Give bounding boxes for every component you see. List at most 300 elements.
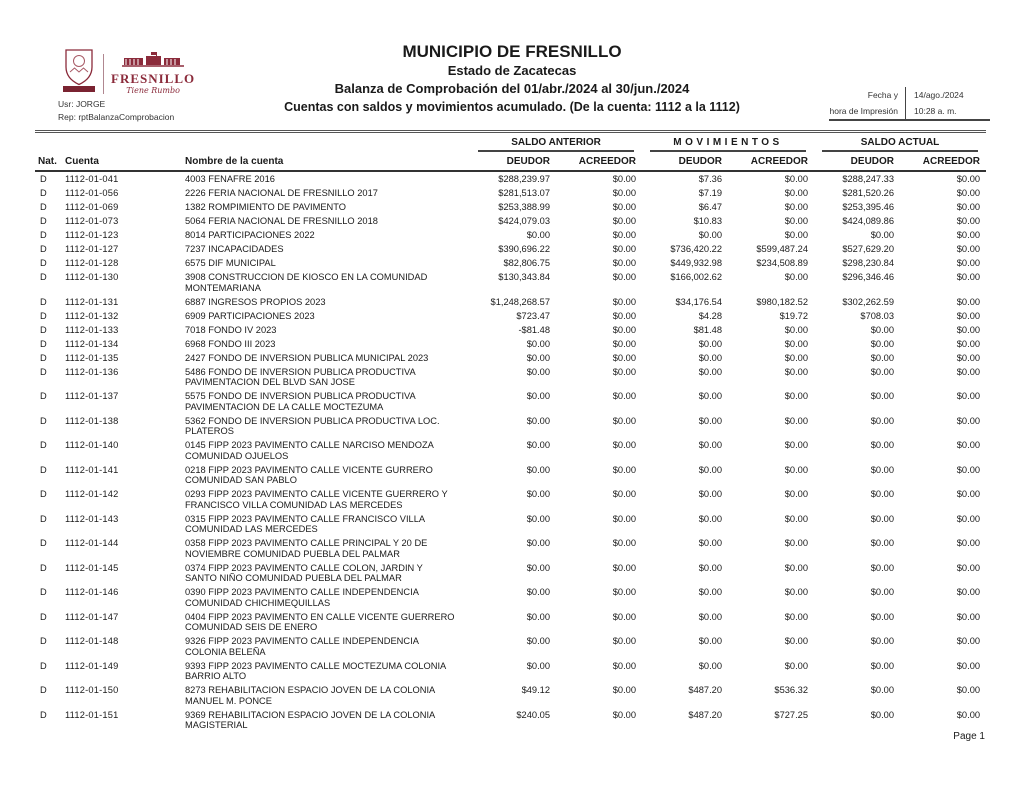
row-amount: $0.00 <box>612 230 637 240</box>
row-amount: $253,395.46 <box>842 202 895 212</box>
row-amount: $0.00 <box>526 587 550 597</box>
row-amount: $0.00 <box>870 391 895 401</box>
row-amount: $0.00 <box>526 611 550 622</box>
row-account-name: 0218 FIPP 2023 PAVIMENTO CALLE VICENTE GURRERO COMUNIDAD SAN PABLO <box>185 464 433 485</box>
row-amount: $0.00 <box>526 440 550 450</box>
row-amount: $0.00 <box>698 464 723 475</box>
row-amount: $0.00 <box>526 415 550 426</box>
row-amount: $980,182.52 <box>756 296 809 307</box>
row-amount: $0.00 <box>784 489 809 499</box>
row-account-number: 1112-01-145 <box>65 562 119 573</box>
row-amount: $0.00 <box>784 538 809 548</box>
row-account-name: 6909 PARTICIPACIONES 2023 <box>185 310 315 321</box>
row-amount: $0.00 <box>612 489 637 499</box>
row-nature: D <box>40 366 47 377</box>
row-amount: $0.00 <box>526 352 550 363</box>
row-amount: $0.00 <box>956 709 981 720</box>
row-amount: $0.00 <box>612 709 637 720</box>
row-nature: D <box>40 188 47 198</box>
row-amount: $0.00 <box>956 216 981 226</box>
row-amount: $0.00 <box>612 188 637 198</box>
row-amount: $0.00 <box>870 415 895 426</box>
row-amount: $0.00 <box>870 489 895 499</box>
row-amount: $19.72 <box>779 310 809 321</box>
table-row <box>35 659 986 684</box>
row-account-name: 5575 FONDO DE INVERSION PUBLICA PRODUCTIVA PAVIMENTACION DE LA CALLE MOCTEZUMA <box>185 391 416 412</box>
row-nature: D <box>40 296 47 307</box>
user-id: Usr: JORGE <box>58 99 106 109</box>
row-amount: $0.00 <box>526 391 550 401</box>
table-row <box>35 708 986 733</box>
table-body <box>35 171 986 732</box>
row-amount: $0.00 <box>870 587 895 597</box>
row-account-name: 6887 INGRESOS PROPIOS 2023 <box>185 296 326 307</box>
row-account-name: 0293 FIPP 2023 PAVIMENTO CALLE VICENTE GUERRERO Y FRANCISCO VILLA COMUNIDAD LAS MERCEDES <box>185 489 448 510</box>
row-account-number: 1112-01-149 <box>65 660 119 671</box>
row-amount: $0.00 <box>784 415 809 426</box>
logo-wordmark: FRESNILLO <box>111 71 196 86</box>
row-nature: D <box>40 338 47 349</box>
row-amount: $0.00 <box>784 230 809 240</box>
row-nature: D <box>40 391 47 401</box>
row-amount: $0.00 <box>526 230 550 240</box>
row-amount: $0.00 <box>870 660 895 671</box>
row-nature: D <box>40 636 47 646</box>
report-meta <box>58 98 174 124</box>
row-account-number: 1112-01-151 <box>65 709 119 720</box>
row-amount: $0.00 <box>956 352 981 363</box>
row-nature: D <box>40 174 47 184</box>
table-row <box>35 186 986 200</box>
row-amount: $0.00 <box>612 415 637 426</box>
row-account-name: 9326 FIPP 2023 PAVIMENTO CALLE INDEPENDENCIA COLONIA BELEÑA <box>185 636 419 657</box>
row-account-number: 1112-01-127 <box>65 244 119 254</box>
row-nature: D <box>40 538 47 548</box>
row-amount: $0.00 <box>956 296 981 307</box>
row-amount: $0.00 <box>870 352 895 363</box>
row-account-name: 0145 FIPP 2023 PAVIMENTO CALLE NARCISO MENDOZA COMUNIDAD OJUELOS <box>185 440 434 461</box>
row-amount: $6.47 <box>698 202 723 212</box>
row-account-name: 0315 FIPP 2023 PAVIMENTO CALLE FRANCISCO VILLA COMUNIDAD LAS MERCEDES <box>185 513 425 534</box>
table-row <box>35 295 986 309</box>
row-amount: $0.00 <box>956 324 981 335</box>
row-amount: $0.00 <box>956 272 981 282</box>
row-amount: $487.20 <box>688 709 723 720</box>
row-amount: -$81.48 <box>518 324 550 335</box>
row-amount: $0.00 <box>612 272 637 282</box>
row-amount: $0.00 <box>784 391 809 401</box>
row-amount: $0.00 <box>956 513 981 524</box>
row-amount: $0.00 <box>612 513 637 524</box>
row-amount: $0.00 <box>784 338 809 349</box>
row-amount: $0.00 <box>698 391 723 401</box>
row-account-name: 6968 FONDO III 2023 <box>185 338 276 349</box>
row-amount: $0.00 <box>956 244 981 254</box>
row-amount: $0.00 <box>698 513 723 524</box>
row-amount: $0.00 <box>956 258 981 268</box>
row-amount: $49.12 <box>521 685 550 695</box>
print-info <box>829 87 990 121</box>
logo-slogan: Tiene Rumbo <box>126 86 180 95</box>
row-nature: D <box>40 310 47 321</box>
row-amount: $0.00 <box>612 611 637 622</box>
row-amount: $0.00 <box>870 440 895 450</box>
row-amount: $0.00 <box>698 587 723 597</box>
row-amount: $0.00 <box>870 324 895 335</box>
row-amount: $0.00 <box>612 244 637 254</box>
table-row <box>35 683 986 708</box>
row-amount: $0.00 <box>870 338 895 349</box>
row-nature: D <box>40 230 47 240</box>
row-account-name: 8014 PARTICIPACIONES 2022 <box>185 230 315 240</box>
row-amount: $0.00 <box>956 685 981 695</box>
row-amount: $0.00 <box>784 464 809 475</box>
row-amount: $0.00 <box>956 174 981 184</box>
col-sa-deudor: DEUDOR <box>470 152 556 171</box>
row-account-number: 1112-01-140 <box>65 440 119 450</box>
row-nature: D <box>40 660 47 671</box>
row-amount: $281,513.07 <box>498 188 550 198</box>
row-account-name: 9369 REHABILITACION ESPACIO JOVEN DE LA COLONIA MAGISTERIAL <box>185 709 435 730</box>
row-amount: $708.03 <box>860 310 895 321</box>
col-act-deudor: DEUDOR <box>814 152 900 171</box>
row-amount: $0.00 <box>956 464 981 475</box>
row-amount: $0.00 <box>526 636 550 646</box>
col-mov-acreedor: ACREEDOR <box>728 152 814 171</box>
table-row <box>35 414 986 439</box>
table-row <box>35 309 986 323</box>
row-account-number: 1112-01-069 <box>65 202 119 212</box>
row-account-name: 1382 ROMPIMIENTO DE PAVIMENTO <box>185 202 347 212</box>
col-nombre: Nombre de la cuenta <box>185 152 470 171</box>
row-amount: $0.00 <box>784 272 809 282</box>
row-amount: $0.00 <box>526 489 550 499</box>
row-amount: $7.36 <box>698 174 723 184</box>
row-amount: $296,346.46 <box>842 272 895 282</box>
row-amount: $1,248,268.57 <box>490 296 550 307</box>
row-amount: $0.00 <box>870 685 895 695</box>
row-account-name: 5064 FERIA NACIONAL DE FRESNILLO 2018 <box>185 216 378 226</box>
row-amount: $288,247.33 <box>842 174 895 184</box>
print-date-label: Fecha y <box>867 90 898 100</box>
row-amount: $0.00 <box>698 366 723 377</box>
row-amount: $0.00 <box>612 216 637 226</box>
row-account-name: 0374 FIPP 2023 PAVIMENTO CALLE COLON, JARDIN Y SANTO NIÑO COMUNIDAD PUEBLA DEL PALMAR <box>185 562 423 583</box>
row-amount: $0.00 <box>870 464 895 475</box>
row-account-number: 1112-01-143 <box>65 513 119 524</box>
row-account-number: 1112-01-130 <box>65 272 119 282</box>
table-row <box>35 463 986 488</box>
row-amount: $0.00 <box>870 230 895 240</box>
table-row <box>35 351 986 365</box>
group-saldo-actual: SALDO ACTUAL <box>822 135 978 152</box>
row-account-number: 1112-01-148 <box>65 636 119 646</box>
row-account-number: 1112-01-137 <box>65 391 119 401</box>
row-account-name: 5486 FONDO DE INVERSION PUBLICA PRODUCTIVA PAVIMENTACION DEL BLVD SAN JOSE <box>185 366 416 387</box>
row-amount: $0.00 <box>698 538 723 548</box>
row-account-number: 1112-01-073 <box>65 216 119 226</box>
row-amount: $0.00 <box>526 660 550 671</box>
row-amount: $10.83 <box>693 216 723 226</box>
table-row <box>35 323 986 337</box>
row-amount: $0.00 <box>698 440 723 450</box>
row-amount: $0.00 <box>698 562 723 573</box>
row-nature: D <box>40 611 47 622</box>
row-amount: $0.00 <box>612 685 637 695</box>
crest-icon <box>62 48 96 99</box>
row-amount: $234,508.89 <box>756 258 809 268</box>
row-amount: $0.00 <box>526 538 550 548</box>
row-amount: $0.00 <box>956 636 981 646</box>
row-amount: $0.00 <box>956 489 981 499</box>
report-header <box>180 42 844 114</box>
row-amount: $527,629.20 <box>842 244 895 254</box>
row-amount: $0.00 <box>784 188 809 198</box>
row-amount: $0.00 <box>612 391 637 401</box>
row-amount: $0.00 <box>956 587 981 597</box>
row-amount: $0.00 <box>612 587 637 597</box>
row-account-number: 1112-01-146 <box>65 587 119 597</box>
row-amount: $253,388.99 <box>498 202 550 212</box>
row-amount: $0.00 <box>784 352 809 363</box>
row-nature: D <box>40 202 47 212</box>
table-row <box>35 438 986 463</box>
row-amount: $0.00 <box>612 258 637 268</box>
row-amount: $0.00 <box>698 611 723 622</box>
row-amount: $0.00 <box>612 464 637 475</box>
row-amount: $34,176.54 <box>675 296 723 307</box>
col-mov-deudor: DEUDOR <box>642 152 728 171</box>
row-amount: $723.47 <box>516 310 550 321</box>
row-amount: $0.00 <box>956 391 981 401</box>
col-nat: Nat. <box>35 152 60 171</box>
building-icon <box>120 52 186 71</box>
row-amount: $298,230.84 <box>842 258 895 268</box>
report-scope: Cuentas con saldos y movimientos acumulado. (De la cuenta: 1112 a la 1112) <box>284 100 740 114</box>
print-time: 10:28 a. m. <box>905 103 990 119</box>
group-header-row <box>35 132 986 153</box>
row-amount: $0.00 <box>956 310 981 321</box>
row-account-name: 8273 REHABILITACION ESPACIO JOVEN DE LA COLONIA MANUEL M. PONCE <box>185 685 435 706</box>
row-amount: $0.00 <box>698 230 723 240</box>
row-amount: $4.28 <box>698 310 723 321</box>
row-amount: $0.00 <box>784 202 809 212</box>
row-account-number: 1112-01-056 <box>65 188 119 198</box>
row-amount: $0.00 <box>526 562 550 573</box>
table-row <box>35 610 986 635</box>
row-amount: $0.00 <box>784 216 809 226</box>
table-row <box>35 242 986 256</box>
row-amount: $0.00 <box>612 338 637 349</box>
table-row <box>35 228 986 242</box>
row-amount: $0.00 <box>956 188 981 198</box>
row-amount: $0.00 <box>612 202 637 212</box>
row-nature: D <box>40 324 47 335</box>
row-amount: $0.00 <box>612 352 637 363</box>
row-amount: $0.00 <box>526 366 550 377</box>
row-amount: $0.00 <box>526 464 550 475</box>
row-nature: D <box>40 464 47 475</box>
row-amount: $449,932.98 <box>670 258 723 268</box>
row-account-name: 7237 INCAPACIDADES <box>185 244 284 254</box>
row-account-name: 7018 FONDO IV 2023 <box>185 324 277 335</box>
row-amount: $0.00 <box>870 562 895 573</box>
row-amount: $0.00 <box>612 538 637 548</box>
row-amount: $0.00 <box>612 310 637 321</box>
row-account-number: 1112-01-128 <box>65 258 119 268</box>
table-row <box>35 389 986 414</box>
municipality-logo <box>62 48 195 99</box>
table-row <box>35 171 986 186</box>
row-amount: $0.00 <box>956 230 981 240</box>
row-amount: $599,487.24 <box>756 244 809 254</box>
row-account-name: 2427 FONDO DE INVERSION PUBLICA MUNICIPAL 2023 <box>185 352 429 363</box>
row-account-number: 1112-01-136 <box>65 366 119 377</box>
row-account-number: 1112-01-147 <box>65 611 119 622</box>
row-account-name: 5362 FONDO DE INVERSION PUBLICA PRODUCTIVA LOC. PLATEROS <box>185 415 440 436</box>
table-row <box>35 256 986 270</box>
group-movimientos: MOVIMIENTOS <box>650 135 806 152</box>
row-amount: $0.00 <box>698 352 723 363</box>
row-account-number: 1112-01-144 <box>65 538 119 548</box>
row-account-name: 2226 FERIA NACIONAL DE FRESNILLO 2017 <box>185 188 378 198</box>
row-amount: $0.00 <box>956 338 981 349</box>
table-row <box>35 634 986 659</box>
row-amount: $240.05 <box>516 709 550 720</box>
row-account-name: 0390 FIPP 2023 PAVIMENTO CALLE INDEPENDENCIA COMUNIDAD CHICHIMEQUILLAS <box>185 587 419 608</box>
row-nature: D <box>40 244 47 254</box>
print-time-label: hora de Impresión <box>829 106 898 116</box>
row-amount: $0.00 <box>784 513 809 524</box>
row-account-number: 1112-01-138 <box>65 415 119 426</box>
row-amount: $7.19 <box>698 188 723 198</box>
row-amount: $288,239.97 <box>498 174 550 184</box>
row-nature: D <box>40 352 47 363</box>
logo-divider <box>103 54 104 94</box>
row-nature: D <box>40 587 47 597</box>
row-account-name: 0404 FIPP 2023 PAVIMENTO EN CALLE VICENTE GUERRERO COMUNIDAD SEIS DE ENERO <box>185 611 455 632</box>
row-nature: D <box>40 709 47 720</box>
row-nature: D <box>40 440 47 450</box>
row-amount: $81.48 <box>693 324 723 335</box>
row-amount: $390,696.22 <box>498 244 550 254</box>
row-amount: $0.00 <box>784 562 809 573</box>
row-amount: $0.00 <box>612 296 637 307</box>
group-saldo-anterior: SALDO ANTERIOR <box>478 135 634 152</box>
table-row <box>35 214 986 228</box>
row-amount: $0.00 <box>956 562 981 573</box>
print-date: 14/ago./2024 <box>905 87 990 103</box>
row-amount: $0.00 <box>784 660 809 671</box>
table-row <box>35 487 986 512</box>
row-amount: $424,079.03 <box>498 216 550 226</box>
row-amount: $0.00 <box>612 636 637 646</box>
row-amount: $0.00 <box>612 440 637 450</box>
row-nature: D <box>40 272 47 282</box>
report-id: Rep: rptBalanzaComprobacion <box>58 112 175 122</box>
row-amount: $0.00 <box>870 366 895 377</box>
table-row <box>35 200 986 214</box>
row-amount: $0.00 <box>870 513 895 524</box>
row-amount: $0.00 <box>698 489 723 499</box>
table-row <box>35 585 986 610</box>
row-amount: $0.00 <box>612 324 637 335</box>
row-amount: $0.00 <box>784 324 809 335</box>
row-nature: D <box>40 415 47 426</box>
row-account-number: 1112-01-135 <box>65 352 119 363</box>
row-amount: $0.00 <box>612 366 637 377</box>
row-account-number: 1112-01-131 <box>65 296 119 307</box>
table-row <box>35 270 986 295</box>
row-account-number: 1112-01-150 <box>65 685 119 695</box>
row-amount: $0.00 <box>612 562 637 573</box>
row-amount: $0.00 <box>956 440 981 450</box>
page-title: MUNICIPIO DE FRESNILLO <box>402 42 622 61</box>
row-account-number: 1112-01-133 <box>65 324 119 335</box>
row-amount: $536.32 <box>774 685 809 695</box>
row-amount: $302,262.59 <box>842 296 895 307</box>
row-nature: D <box>40 685 47 695</box>
col-cuenta: Cuenta <box>60 152 185 171</box>
row-amount: $487.20 <box>688 685 723 695</box>
row-amount: $166,002.62 <box>670 272 723 282</box>
row-amount: $0.00 <box>526 338 550 349</box>
row-nature: D <box>40 513 47 524</box>
row-amount: $0.00 <box>784 440 809 450</box>
row-amount: $0.00 <box>870 636 895 646</box>
row-nature: D <box>40 216 47 226</box>
row-amount: $0.00 <box>612 660 637 671</box>
row-amount: $82,806.75 <box>503 258 550 268</box>
row-amount: $0.00 <box>784 174 809 184</box>
row-amount: $0.00 <box>784 587 809 597</box>
row-amount: $0.00 <box>956 611 981 622</box>
row-amount: $0.00 <box>784 366 809 377</box>
row-amount: $424,089.86 <box>842 216 895 226</box>
row-amount: $0.00 <box>698 636 723 646</box>
row-amount: $0.00 <box>698 660 723 671</box>
state-subtitle: Estado de Zacatecas <box>447 63 577 78</box>
table-row <box>35 365 986 390</box>
row-amount: $0.00 <box>784 636 809 646</box>
row-account-name: 9393 FIPP 2023 PAVIMENTO CALLE MOCTEZUMA COLONIA BARRIO ALTO <box>185 660 446 681</box>
table-row <box>35 561 986 586</box>
row-amount: $0.00 <box>698 415 723 426</box>
row-amount: $130,343.84 <box>498 272 550 282</box>
row-amount: $0.00 <box>698 338 723 349</box>
row-amount: $727.25 <box>774 709 809 720</box>
row-account-number: 1112-01-041 <box>65 174 119 184</box>
page-number: Page 1 <box>953 731 985 742</box>
row-account-name: 6575 DIF MUNICIPAL <box>185 258 276 268</box>
row-amount: $0.00 <box>526 513 550 524</box>
table-row <box>35 337 986 351</box>
report-title: Balanza de Comprobación del 01/abr./2024 al 30/jun./2024 <box>334 81 690 96</box>
row-amount: $0.00 <box>870 538 895 548</box>
table-row <box>35 512 986 537</box>
column-header-row <box>35 152 986 171</box>
row-account-number: 1112-01-134 <box>65 338 119 349</box>
row-account-number: 1112-01-142 <box>65 489 119 499</box>
table-row <box>35 536 986 561</box>
row-amount: $0.00 <box>612 174 637 184</box>
row-nature: D <box>40 562 47 573</box>
row-amount: $0.00 <box>956 660 981 671</box>
row-amount: $736,420.22 <box>670 244 723 254</box>
row-account-name: 4003 FENAFRE 2016 <box>185 174 275 184</box>
row-amount: $0.00 <box>956 202 981 212</box>
row-account-number: 1112-01-123 <box>65 230 119 240</box>
